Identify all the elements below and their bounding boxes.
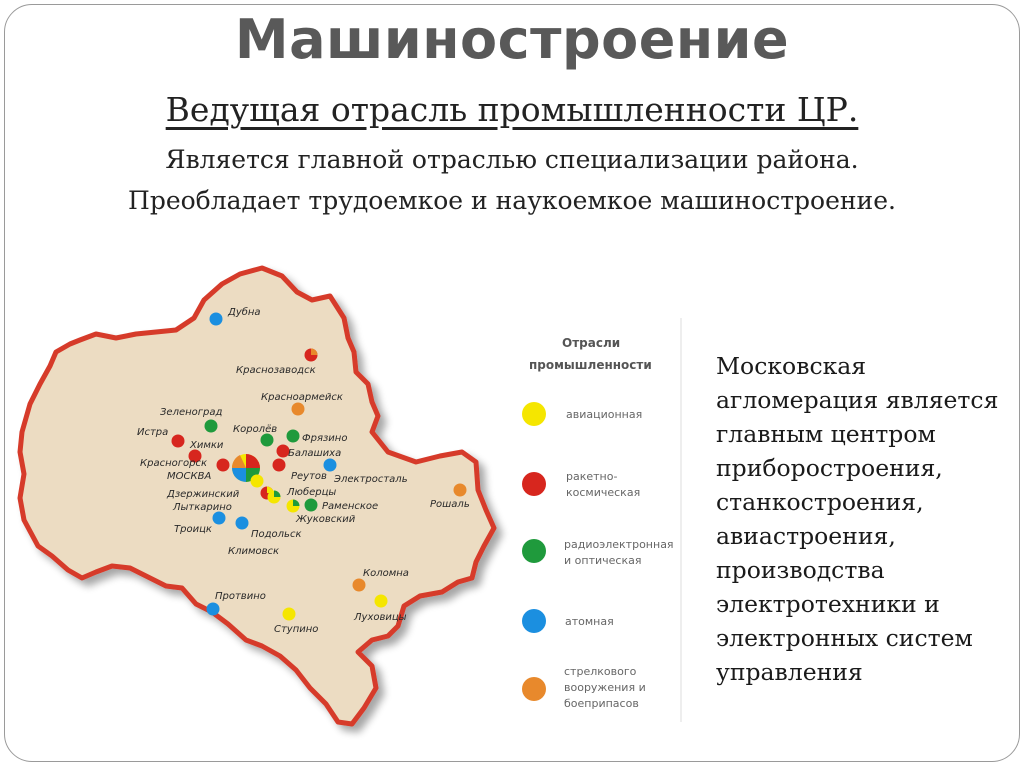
marker-lukhovitsy [375,595,388,608]
marker-dubna [210,313,223,326]
marker-kolomna [353,579,366,592]
label-klimovsk: Климовск [228,546,280,557]
label-lyubertsy: Люберцы [287,487,337,498]
legend-label-rocket-2: космическая [566,486,641,499]
label-roshal: Рошаль [430,499,470,510]
label-lytkarino: Лыткарино [173,502,232,513]
marker-fryazino [287,430,300,443]
label-krasnozavodsk: Краснозаводск [236,365,316,376]
label-elektrostal: Электросталь [334,474,408,485]
marker-krasnoarmeysk [292,403,305,416]
label-khimki: Химки [190,440,224,451]
legend-heading-1: Отрасли [562,336,621,350]
marker-krasnozavodsk [305,349,318,362]
legend-label-rocket-1: ракетно- [566,470,618,483]
label-reutov: Реутов [291,471,327,482]
legend-swatch-aviation [522,402,546,426]
marker-ramenskoe [305,499,318,512]
marker-krasnogorsk [217,459,230,472]
marker-zelenograd [205,420,218,433]
label-zhukovsky: Жуковский [296,514,356,525]
legend-label-nuclear: атомная [565,615,614,628]
label-istra: Истра [137,427,169,438]
intro-line-2: Преобладает трудоемкое и наукоемкое машиностроение. [128,186,896,215]
label-balashikha: Балашиха [288,448,342,459]
label-fryazino: Фрязино [302,433,348,444]
label-lukhovitsy: Луховицы [354,612,407,623]
label-moskva: МОСКВА [167,471,212,482]
marker-podolsk [236,517,249,530]
legend-label-weapons-1: стрелкового [564,665,637,678]
legend-swatch-nuclear [522,609,546,633]
region-outline [20,268,494,724]
label-zelenograd: Зеленоград [160,407,223,418]
legend-label-aviation: авиационная [566,408,643,421]
label-troitsk: Троицк [174,524,212,535]
label-krasnogorsk: Красногорск [140,458,207,469]
marker-reutov [273,459,286,472]
legend-swatch-radio [522,539,546,563]
legend-label-weapons-2: вооружения и [564,681,646,694]
label-dubna: Дубна [228,307,261,318]
marker-protvino [207,603,220,616]
label-ramenskoe: Раменское [322,501,379,512]
marker-lyubertsy [268,491,281,504]
legend [522,318,681,722]
label-protvino: Протвино [215,591,266,602]
description-text: Московская агломерация является главным центром приборостроения, станкостроения, авиастроения, производства электротехники и электронных систем управления [716,352,999,686]
marker-zhukovsky [287,500,300,513]
marker-lytkarino [251,475,264,488]
label-korolev: Королёв [233,424,278,435]
legend-label-radio-2: и оптическая [564,554,642,567]
marker-elektrostal [324,459,337,472]
legend-label-weapons-3: боеприпасов [564,697,639,710]
marker-troitsk [213,512,226,525]
legend-label-radio-1: радиоэлектронная [564,538,674,551]
slide-subtitle: Ведущая отрасль промышленности ЦР. [165,90,859,129]
label-krasnoarmeysk: Красноармейск [261,392,343,403]
label-dzerzhinsky: Дзержинский [167,489,240,500]
legend-swatch-weapons [522,677,546,701]
marker-stupino [283,608,296,621]
marker-korolev [261,434,274,447]
legend-swatch-rocket [522,472,546,496]
slide-title: Машиностроение [234,8,790,71]
label-stupino: Ступино [274,624,319,635]
intro-line-1: Является главной отраслью специализации района. [165,145,859,174]
label-podolsk: Подольск [251,529,302,540]
label-kolomna: Коломна [363,568,409,579]
legend-heading-2: промышленности [529,358,652,372]
marker-roshal [454,484,467,497]
marker-istra [172,435,185,448]
